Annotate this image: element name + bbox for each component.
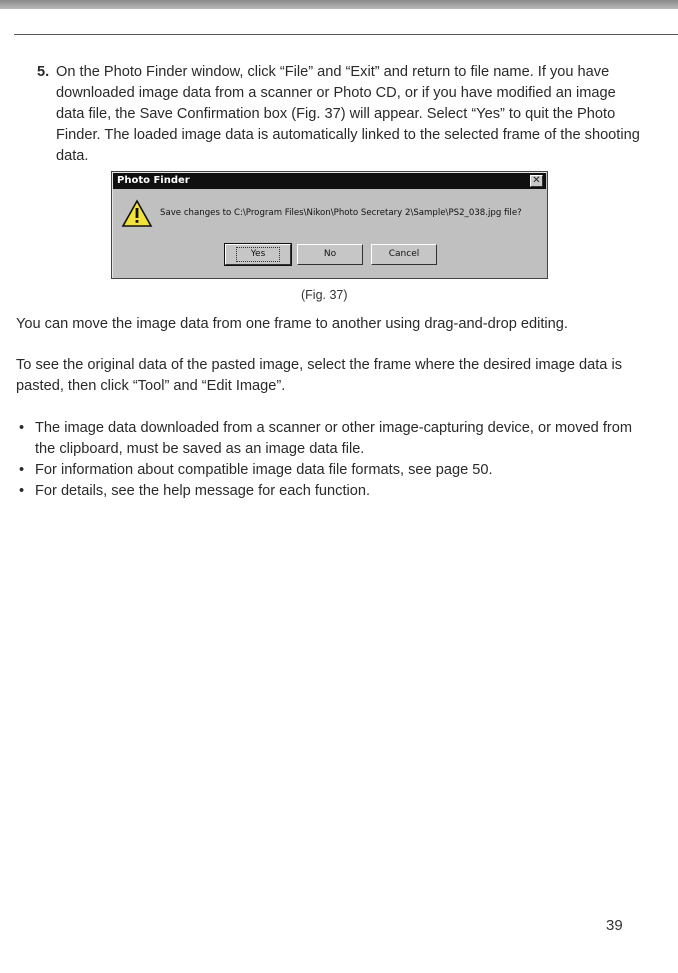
dialog-title: Photo Finder — [117, 175, 190, 186]
note-text: For details, see the help message for each function. — [35, 483, 371, 499]
paragraph-edit-image: To see the original data of the pasted image, select the frame where the desired image data is pasted, then click “Tool” and “Edit Image”. — [16, 357, 622, 394]
list-item — [16, 418, 656, 460]
yes-button-label: Yes — [236, 247, 281, 262]
dialog-message: Save changes to C:\Program Files\Nikon\Photo Secretary 2\Sample\PS2_038.jpg file? — [160, 208, 522, 218]
note-text: The image data downloaded from a scanner or other image-capturing device, or moved from the clipboard, must be saved as an image data file. — [35, 420, 633, 457]
note-text: For information about compatible image data file formats, see page 50. — [35, 462, 493, 478]
step-5 — [37, 62, 641, 167]
bullet: • — [19, 462, 25, 478]
bullet: • — [19, 483, 25, 499]
no-button[interactable] — [297, 244, 363, 265]
paragraph-drag-drop: You can move the image data from one frame to another using drag-and-drop editing. — [16, 316, 568, 332]
header-rule — [14, 34, 678, 35]
top-band — [0, 0, 678, 9]
step-number: 5. — [37, 64, 50, 80]
cancel-button-label: Cancel — [388, 249, 420, 259]
step-text: On the Photo Finder window, click “File” and “Exit” and return to file name. If you have downloaded image data from a scanner or Photo CD, or if you have modified an image data file, the Save Confirmation box (Fig. 37) will appear. Select “Yes” to quit the Photo Finder. The loaded image data is automatically linked to the selected frame of the shooting data. — [56, 64, 640, 164]
close-icon[interactable]: ✕ — [530, 175, 543, 187]
save-confirmation-dialog — [111, 171, 548, 279]
list-item — [16, 481, 656, 502]
figure-caption: (Fig. 37) — [301, 288, 348, 302]
notes-list — [16, 418, 656, 502]
yes-button[interactable] — [225, 244, 291, 265]
bullet: • — [19, 420, 25, 436]
no-button-label: No — [323, 249, 337, 259]
page-number: 39 — [606, 917, 623, 934]
dialog-titlebar — [113, 173, 546, 189]
warning-icon — [121, 199, 153, 229]
cancel-button[interactable] — [371, 244, 437, 265]
list-item — [16, 460, 656, 481]
